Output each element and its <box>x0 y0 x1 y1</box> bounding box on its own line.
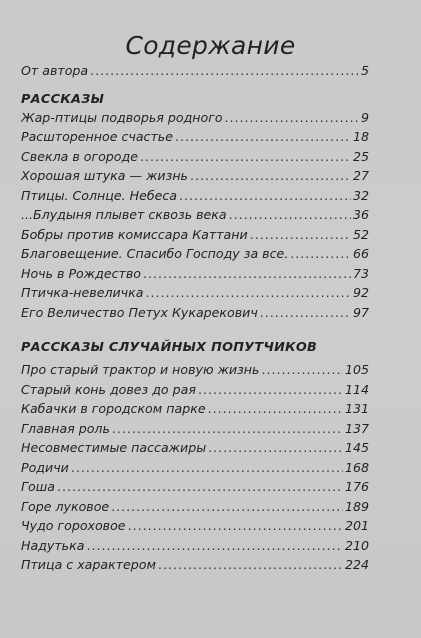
toc-entry-title: Ночь в Рождество <box>21 265 141 281</box>
toc-entry <box>21 362 369 382</box>
toc-entry-title: Птицы. Солнце. Небеса <box>21 187 177 203</box>
dot-leader <box>111 499 343 514</box>
toc-entry-intro <box>21 63 369 83</box>
section-heading-stories: РАССКАЗЫ <box>21 91 105 107</box>
toc-entry-page: 224 <box>344 557 369 572</box>
toc-entry <box>21 421 369 441</box>
toc-entry-title: Кабачки в городском парке <box>21 401 206 416</box>
toc-entry <box>21 479 369 499</box>
toc-entry-page: 189 <box>344 498 369 514</box>
dot-leader <box>90 63 359 78</box>
toc-entry-title: ...Блудыня плывет сквозь века <box>21 207 227 222</box>
toc-entry-page: 73 <box>352 265 369 281</box>
toc-entry-page: 201 <box>344 518 369 533</box>
toc-entry-page: 9 <box>360 109 369 125</box>
dot-leader <box>208 401 343 416</box>
toc-entry-page: 92 <box>352 285 369 300</box>
toc-entry-title: Несовместимые пассажиры <box>21 440 207 455</box>
toc-entry-title: Птица с характером <box>21 557 156 572</box>
dot-leader <box>250 227 351 242</box>
toc-entry-page: 18 <box>352 129 369 144</box>
dot-leader <box>225 110 359 125</box>
toc-entry-title: От автора <box>21 63 89 78</box>
toc-entry <box>21 227 369 247</box>
toc-entry-title: Жар-птицы подворья родного <box>21 109 223 125</box>
dot-leader <box>208 440 343 455</box>
dot-leader <box>229 207 351 222</box>
toc-entry-page: 66 <box>352 246 369 261</box>
toc-entry <box>21 188 369 208</box>
toc-entry <box>21 149 369 169</box>
toc-entry <box>21 557 369 577</box>
toc-entry-title: Главная роль <box>21 420 110 436</box>
dot-leader <box>57 479 343 494</box>
toc-entry-page: 145 <box>344 440 369 455</box>
dot-leader <box>261 362 342 377</box>
dot-leader <box>190 168 351 183</box>
toc-entry-title: Расшторенное счастье <box>21 129 173 144</box>
toc-entry <box>21 285 369 305</box>
toc-entry-title: Благовещение. Спасибо Господу за все. <box>21 246 289 261</box>
toc-entry-page: 25 <box>352 148 369 164</box>
toc-entry <box>21 499 369 519</box>
section-stories-list <box>21 110 369 325</box>
toc-entry <box>21 168 369 188</box>
toc-entry <box>21 266 369 286</box>
dot-leader <box>290 246 351 261</box>
dot-leader <box>260 305 351 320</box>
toc-entry-title: Чудо гороховое <box>21 518 126 533</box>
toc-entry-page: 168 <box>344 459 369 475</box>
toc-entry-page: 131 <box>344 401 369 416</box>
page-title: Содержание <box>125 31 296 60</box>
toc-entry-title: Свекла в огороде <box>21 148 138 164</box>
toc-entry-title: Хорошая штука — жизнь <box>21 168 188 183</box>
dot-leader <box>71 460 343 475</box>
dot-leader <box>143 266 351 281</box>
dot-leader <box>175 129 351 144</box>
toc-entry-page: 114 <box>344 381 369 397</box>
toc-entry-title: Старый конь довез до рая <box>21 381 196 397</box>
toc-entry <box>21 538 369 558</box>
toc-entry-title: Бобры против комиссара Каттани <box>21 226 248 242</box>
toc-entry-title: Надутька <box>21 537 85 553</box>
dot-leader <box>145 285 351 300</box>
toc-entry <box>21 382 369 402</box>
dot-leader <box>198 382 343 397</box>
section-heading-travel-stories: РАССКАЗЫ СЛУЧАЙНЫХ ПОПУТЧИКОВ <box>21 340 318 355</box>
toc-entry-page: 32 <box>352 187 369 203</box>
toc-entry-title: Горе луковое <box>21 498 110 514</box>
dot-leader <box>112 421 343 436</box>
dot-leader <box>86 538 343 553</box>
toc-entry-title: Гоша <box>21 479 55 494</box>
dot-leader <box>179 188 351 203</box>
table-of-contents <box>21 63 369 577</box>
toc-entry <box>21 440 369 460</box>
toc-entry <box>21 246 369 266</box>
toc-entry-page: 5 <box>360 63 369 78</box>
toc-entry <box>21 305 369 325</box>
toc-entry-page: 210 <box>344 537 369 553</box>
toc-entry-page: 137 <box>344 420 369 436</box>
toc-entry-title: Птичка-невеличка <box>21 285 144 300</box>
section-travel-stories-list <box>21 362 369 577</box>
toc-entry <box>21 207 369 227</box>
dot-leader <box>140 149 351 164</box>
toc-entry-page: 105 <box>344 362 369 377</box>
toc-entry <box>21 518 369 538</box>
toc-entry <box>21 110 369 130</box>
toc-entry-page: 176 <box>344 479 369 494</box>
toc-entry-page: 52 <box>352 226 369 242</box>
toc-entry-page: 36 <box>352 207 369 222</box>
dot-leader <box>128 518 343 533</box>
toc-entry-page: 97 <box>352 304 369 320</box>
dot-leader <box>158 557 343 572</box>
toc-entry-title: Родичи <box>21 459 69 475</box>
toc-entry <box>21 401 369 421</box>
toc-entry-title: Его Величество Петух Кукарекович <box>21 304 258 320</box>
toc-entry <box>21 460 369 480</box>
toc-entry-title: Про старый трактор и новую жизнь <box>21 362 260 377</box>
toc-entry-page: 27 <box>352 168 369 183</box>
toc-entry <box>21 129 369 149</box>
